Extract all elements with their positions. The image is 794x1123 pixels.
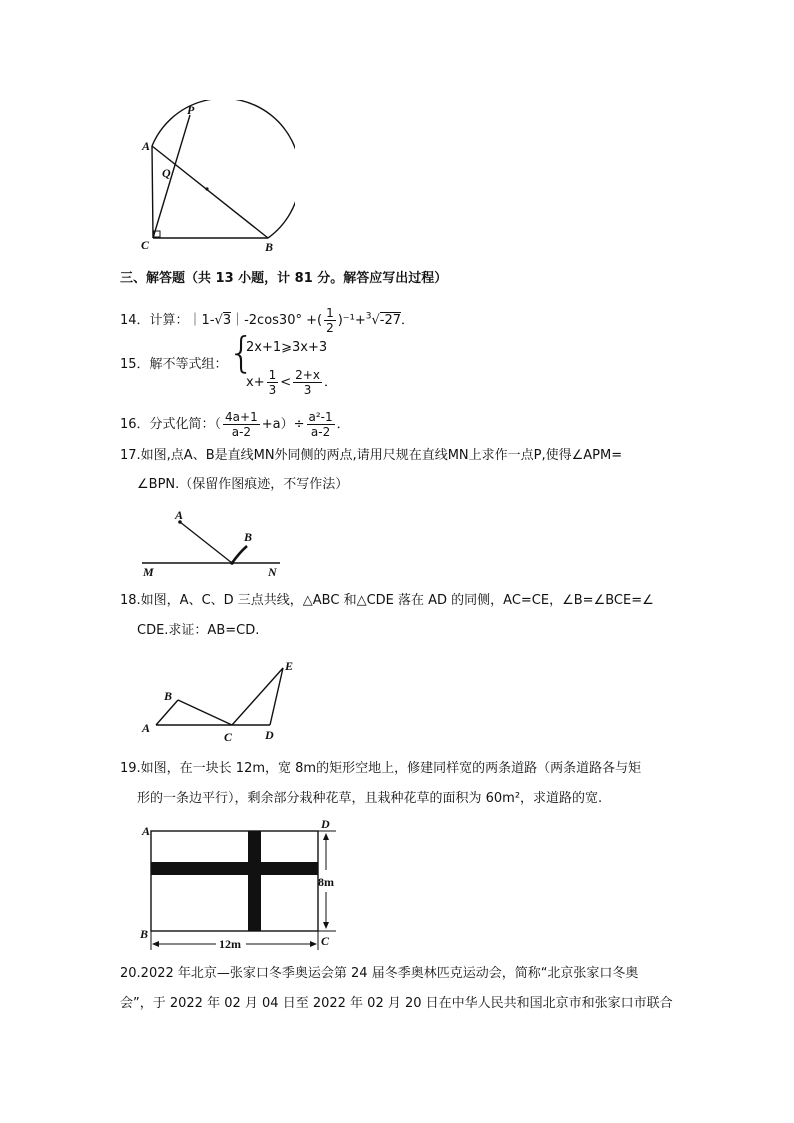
label-N: N <box>268 565 277 578</box>
label-M: M <box>143 565 154 578</box>
label-D: D <box>321 818 330 831</box>
question-15-prefix: 15．解不等式组： <box>120 357 228 372</box>
q20-line2: 会”，于 2022 年 02 月 04 日至 2022 年 02 月 20 日在中华人民共和国北京市和张家口市联合 <box>120 996 673 1011</box>
label-B: B <box>265 240 274 254</box>
q19-line1: 19.如图，在一块长 12m，宽 8m的矩形空地上，修建同样宽的两条道路（两条道路各与矩 <box>120 761 642 776</box>
width-label: 12m <box>219 937 241 951</box>
question-14: 14．计算：｜1-√3｜-2cos30° +( $\frac{1}{2}$ )⁻¹+$^3$√-27． <box>120 306 415 335</box>
label-A: A <box>175 508 184 522</box>
question-16: 16．分式化简：（ $\frac{4a+1}{a-2}$ +a）÷ $\frac{\text{a²-1}}{a-2}$ ． <box>120 410 350 439</box>
q18-line1: 18.如图，A、C、D 三点共线，△ABC 和△CDE 落在 AD 的同侧，AC=CE，∠B=∠BCE=∠ <box>120 593 654 608</box>
label-B: B <box>164 689 173 703</box>
label-B: B <box>140 927 149 941</box>
label-Q: Q <box>162 166 171 180</box>
label-P: P <box>187 103 195 117</box>
label-D: D <box>265 728 274 742</box>
q20-line1: 20.2022 年北京—张家口冬季奥运会第 24 届冬季奥林匹克运动会，简称“北京张家口冬奥 <box>120 966 639 981</box>
label-B: B <box>244 530 253 544</box>
q15-line2: x+ $\frac{1}{3}$ < $\frac{2+x}{3}$ ． <box>246 368 337 397</box>
label-C: C <box>321 934 330 948</box>
section-title: 三、解答题（共 13 小题，计 81 分。解答应写出过程） <box>120 271 448 286</box>
q17-line1: 17.如图,点A、B是直线MN外同侧的两点,请用尺规在直线MN上求作一点P,使得∠APM= <box>120 448 623 463</box>
figure-q19 <box>138 818 343 953</box>
label-C: C <box>224 730 233 744</box>
label-C: C <box>141 238 150 252</box>
q15-line1: 2x+1⩾3x+3 <box>246 340 328 355</box>
height-label: 8m <box>318 875 334 889</box>
label-A: A <box>142 721 151 735</box>
q18-line2: CDE.求证：AB=CD. <box>137 623 260 638</box>
figure-circle-q13 <box>135 100 295 260</box>
label-A: A <box>142 139 151 153</box>
label-A: A <box>142 824 151 838</box>
label-E: E <box>285 659 294 673</box>
q19-line2: 形的一条边平行），剩余部分栽种花草，且栽种花草的面积为 60m²，求道路的宽. <box>137 791 603 806</box>
figure-q17 <box>140 508 285 578</box>
q17-line2: ∠BPN.（保留作图痕迹，不写作法） <box>137 477 349 492</box>
brace: { <box>228 328 255 377</box>
figure-q18 <box>140 655 300 745</box>
